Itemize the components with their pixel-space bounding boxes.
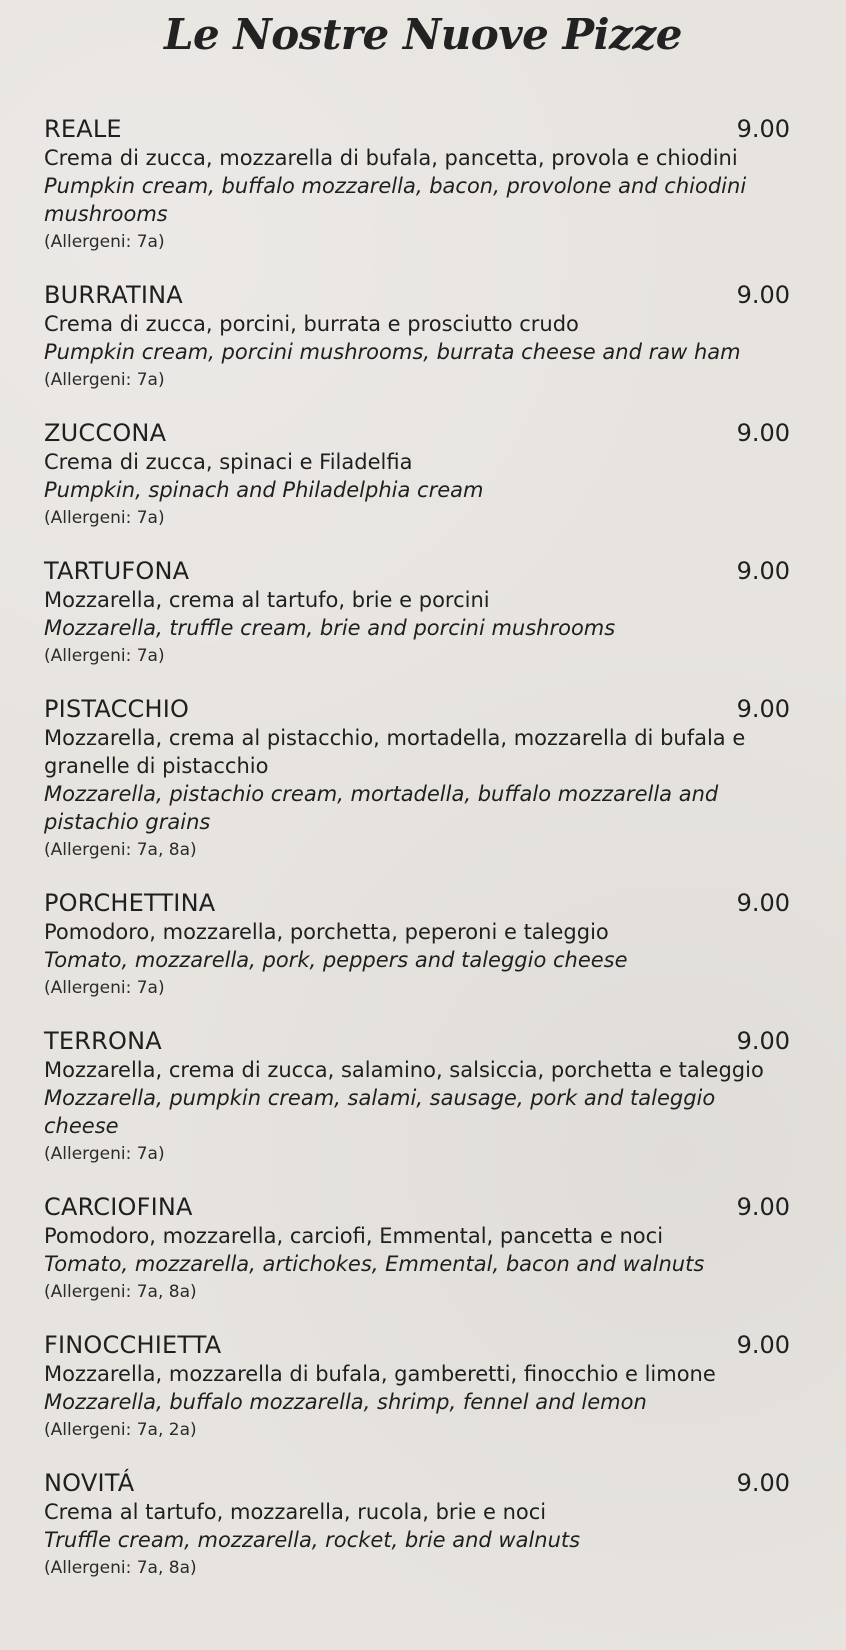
menu-item-allergens: (Allergeni: 7a)	[44, 646, 165, 666]
menu-item	[44, 114, 790, 256]
menu-item-name: PORCHETTINA	[44, 889, 216, 917]
menu-item-english-description: Tomato, mozzarella, pork, peppers and taleggio cheese	[44, 948, 628, 972]
menu-item-english-description: Truffle cream, mozzarella, rocket, brie and walnuts	[44, 1528, 581, 1552]
menu-item-english-description: Pumpkin, spinach and Philadelphia cream	[44, 478, 484, 502]
menu-item-price: 9.00	[736, 281, 790, 309]
menu-item	[44, 1468, 790, 1582]
menu-item-english-description: Mozzarella, pumpkin cream, salami, sausage, pork and taleggio cheese	[44, 1086, 716, 1138]
menu-item	[44, 556, 790, 670]
menu-item-name: REALE	[44, 115, 122, 143]
page-title: Le Nostre Nuove Pizze	[164, 10, 682, 59]
menu-item-italian-description: Crema al tartufo, mozzarella, rucola, brie e noci	[44, 1500, 547, 1524]
menu-item-name: BURRATINA	[44, 281, 183, 309]
pizza-menu	[44, 114, 790, 1606]
menu-item-italian-description: Mozzarella, crema al tartufo, brie e porcini	[44, 588, 490, 612]
menu-item-name: NOVITÁ	[44, 1469, 135, 1497]
menu-item-name: FINOCCHIETTA	[44, 1331, 222, 1359]
menu-item-price: 9.00	[736, 1469, 790, 1497]
menu-item	[44, 1192, 790, 1306]
menu-item-italian-description: Pomodoro, mozzarella, carciofi, Emmental, pancetta e noci	[44, 1224, 664, 1248]
menu-item-allergens: (Allergeni: 7a)	[44, 370, 165, 390]
menu-item	[44, 1330, 790, 1444]
menu-item-name: TERRONA	[44, 1027, 162, 1055]
menu-item-name: ZUCCONA	[44, 419, 167, 447]
menu-item-italian-description: Mozzarella, crema di zucca, salamino, salsiccia, porchetta e taleggio	[44, 1058, 764, 1082]
menu-item-name: CARCIOFINA	[44, 1193, 193, 1221]
menu-item	[44, 694, 790, 864]
menu-item	[44, 280, 790, 394]
menu-item-price: 9.00	[736, 1331, 790, 1359]
menu-item-allergens: (Allergeni: 7a)	[44, 508, 165, 528]
menu-item	[44, 1026, 790, 1168]
menu-item-price: 9.00	[736, 889, 790, 917]
menu-item-allergens: (Allergeni: 7a)	[44, 1144, 165, 1164]
menu-item	[44, 888, 790, 1002]
menu-item-italian-description: Mozzarella, crema al pistacchio, mortadella, mozzarella di bufala e granelle di pistacchio	[44, 726, 746, 778]
menu-item-name: TARTUFONA	[44, 557, 190, 585]
menu-item-english-description: Pumpkin cream, porcini mushrooms, burrata cheese and raw ham	[44, 340, 741, 364]
menu-item-italian-description: Crema di zucca, porcini, burrata e prosciutto crudo	[44, 312, 579, 336]
menu-item-name: PISTACCHIO	[44, 695, 190, 723]
menu-item-allergens: (Allergeni: 7a)	[44, 232, 165, 252]
menu-item-italian-description: Pomodoro, mozzarella, porchetta, peperoni e taleggio	[44, 920, 609, 944]
menu-item-english-description: Mozzarella, buffalo mozzarella, shrimp, fennel and lemon	[44, 1390, 647, 1414]
menu-item-price: 9.00	[736, 1027, 790, 1055]
menu-item-allergens: (Allergeni: 7a, 8a)	[44, 840, 197, 860]
menu-item-english-description: Mozzarella, truffle cream, brie and porcini mushrooms	[44, 616, 616, 640]
menu-item-allergens: (Allergeni: 7a, 8a)	[44, 1558, 197, 1578]
menu-item	[44, 418, 790, 532]
menu-item-allergens: (Allergeni: 7a)	[44, 978, 165, 998]
menu-item-price: 9.00	[736, 115, 790, 143]
menu-item-allergens: (Allergeni: 7a, 8a)	[44, 1282, 197, 1302]
menu-item-price: 9.00	[736, 419, 790, 447]
menu-item-italian-description: Crema di zucca, mozzarella di bufala, pancetta, provola e chiodini	[44, 146, 738, 170]
menu-item-italian-description: Crema di zucca, spinaci e Filadelfia	[44, 450, 413, 474]
menu-item-italian-description: Mozzarella, mozzarella di bufala, gamberetti, finocchio e limone	[44, 1362, 716, 1386]
menu-item-price: 9.00	[736, 695, 790, 723]
menu-item-price: 9.00	[736, 1193, 790, 1221]
menu-item-allergens: (Allergeni: 7a, 2a)	[44, 1420, 197, 1440]
menu-item-english-description: Mozzarella, pistachio cream, mortadella, buffalo mozzarella and pistachio grains	[44, 782, 719, 834]
menu-item-price: 9.00	[736, 557, 790, 585]
menu-item-english-description: Pumpkin cream, buffalo mozzarella, bacon, provolone and chiodini mushrooms	[44, 174, 747, 226]
menu-item-english-description: Tomato, mozzarella, artichokes, Emmental, bacon and walnuts	[44, 1252, 705, 1276]
